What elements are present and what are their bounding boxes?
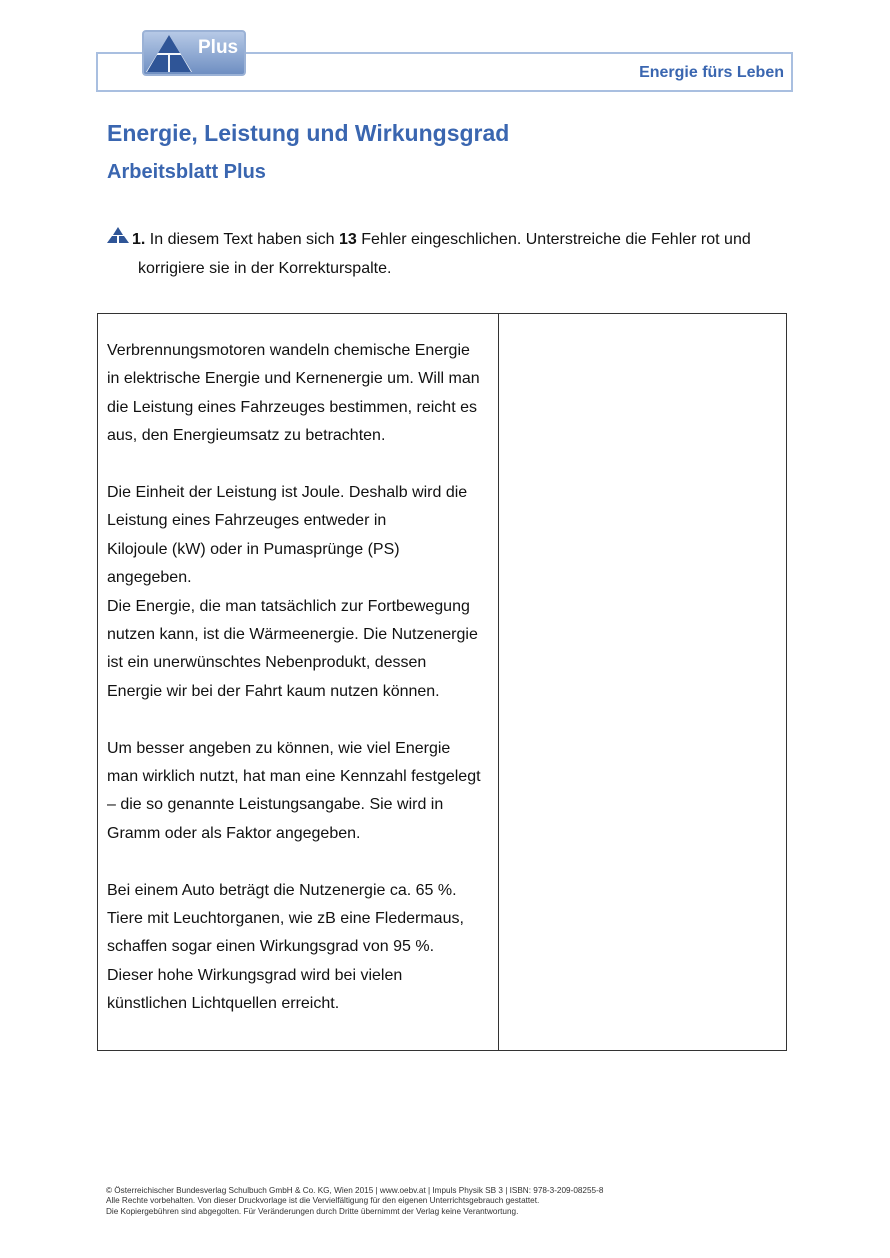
paragraph: Verbrennungsmotoren wandeln chemische Energie in elektrische Energie und Kernenergie um. Will man die Leistung eines Fahrzeuges bestimmen, reicht es aus, den Energieumsatz zu betrachten. <box>107 342 480 445</box>
paragraph: Die Einheit der Leistung ist Joule. Deshalb wird die Leistung eines Fahrzeuges entweder in Kilojoule (kW) oder in Pumasprünge (PS) angegeben. <box>107 484 468 587</box>
series-title: Energie fürs Leben <box>639 64 784 81</box>
task-text-line2: korrigiere sie in der Korrekturspalte. <box>138 259 392 277</box>
page-title: Energie, Leistung und Wirkungsgrad <box>107 120 510 146</box>
footer-line: Alle Rechte vorbehalten. Von dieser Druckvorlage ist die Vervielfältigung für den eigenen Unterrichtsgebrauch gestattet. <box>106 1196 540 1206</box>
task-instruction <box>132 226 792 283</box>
task-text-after: Fehler eingeschlichen. Unterstreiche die Fehler rot und <box>361 231 751 248</box>
plus-logo <box>142 30 246 76</box>
pyramid-task-icon <box>107 226 129 244</box>
page-subtitle: Arbeitsblatt Plus <box>107 161 266 183</box>
task-number: 1. <box>132 231 146 248</box>
footer-line: Die Kopiergebühren sind abgegolten. Für Veränderungen durch Dritte übernimmt der Verlag keine Verantwortung. <box>106 1206 519 1216</box>
footer-line: © Österreichischer Bundesverlag Schulbuch GmbH & Co. KG, Wien 2015 | www.oebv.at | Impuls Physik SB 3 | ISBN: 978-3-209-08255-8 <box>106 1186 604 1195</box>
footer <box>106 1186 806 1217</box>
paragraph: Um besser angeben zu können, wie viel Energie man wirklich nutzt, hat man eine Kennzahl festgelegt – die so genannte Leistungsangabe. Sie wird in Gramm oder als Faktor angegeben. <box>107 739 481 842</box>
error-count: 13 <box>338 231 357 248</box>
correction-column[interactable] <box>499 314 786 1050</box>
worksheet-table <box>97 313 787 1051</box>
logo-text: Plus <box>198 37 239 58</box>
error-text-column <box>107 337 497 1019</box>
paragraph: Bei einem Auto beträgt die Nutzenergie ca. 65 %. Tiere mit Leuchtorganen, wie zB eine Fledermaus, schaffen sogar einen Wirkungsgrad von 95 %. Dieser hohe Wirkungsgrad wird bei vielen künstlichen Lichtquellen erreicht. <box>107 881 464 1013</box>
task-text-before: In diesem Text haben sich <box>149 231 335 248</box>
paragraph: Die Energie, die man tatsächlich zur Fortbewegung nutzen kann, ist die Wärmeenergie. Die Nutzenergie ist ein unerwünschtes Nebenprodukt, dessen Energie wir bei der Fahrt kaum nutzen können. <box>107 597 478 700</box>
